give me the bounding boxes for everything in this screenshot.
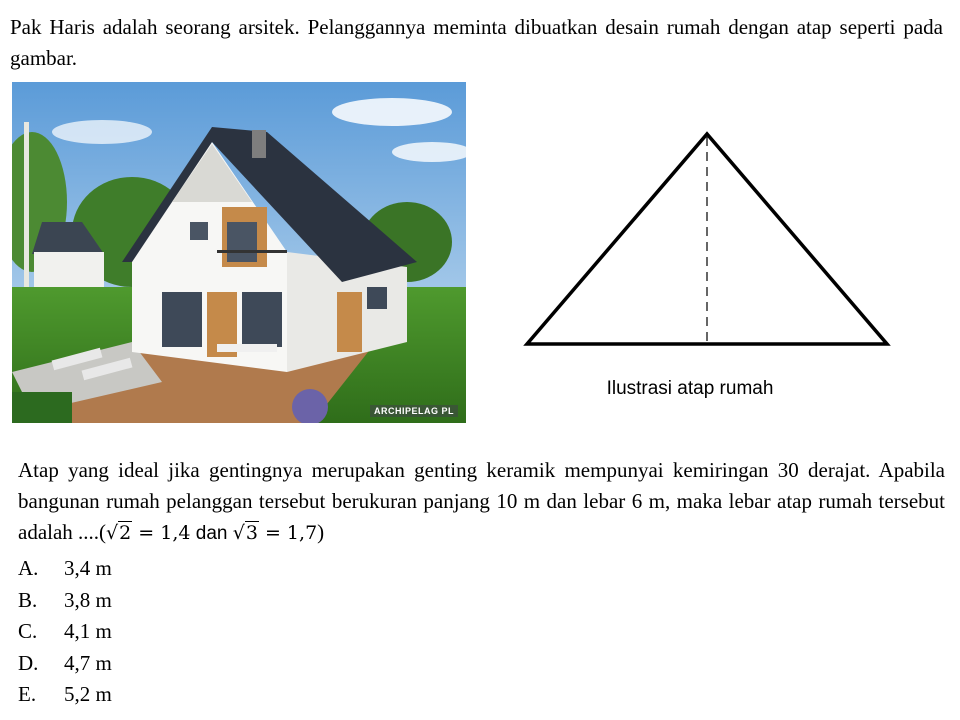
option-letter: C. [18, 619, 38, 643]
question-text: Atap yang ideal jika gentingnya merupakan genting keramik mempunyai kemiringan 30 derajat. Apabila bangunan rumah pelanggan tersebut berukuran panjang 10 m dan lebar 6 m, maka lebar atap rumah tersebut adalah ....( [18, 458, 945, 544]
roof-triangle-diagram [520, 125, 900, 355]
option-text: 4,1 m [64, 619, 112, 643]
neighbour-house [34, 252, 104, 287]
patio-table [217, 344, 277, 352]
ground-window [242, 292, 282, 347]
option-letter: B. [18, 587, 38, 612]
sqrt2-expression [106, 521, 190, 544]
sqrt3-radicand: 3 [245, 522, 258, 544]
option-letter: D. [18, 650, 39, 675]
sqrt2-value: = 1,4 [132, 522, 191, 544]
photo-watermark: ARCHIPELAG PL [370, 405, 458, 417]
sqrt-symbol: √ [232, 522, 245, 544]
option-e[interactable] [18, 679, 112, 711]
option-text: 3,8 m [64, 587, 112, 612]
hedge [12, 392, 72, 423]
house-illustration [12, 82, 466, 423]
roof-triangle [527, 134, 887, 344]
cloud [332, 98, 452, 126]
ground-window [162, 292, 202, 347]
option-b[interactable] [18, 585, 112, 617]
option-text: 4,7 m [64, 650, 112, 675]
diagram-caption: Ilustrasi atap rumah [606, 378, 774, 399]
house-photo [12, 82, 466, 423]
option-d[interactable] [18, 648, 112, 680]
sqrt-symbol: √ [106, 522, 119, 544]
option-letter: E. [18, 682, 37, 706]
balcony-window [227, 222, 257, 262]
option-text: 3,4 m [64, 556, 112, 580]
chimney [252, 130, 266, 158]
option-a[interactable] [18, 553, 112, 585]
conjunction-dan: dan [190, 523, 233, 544]
closing-paren: ) [317, 520, 325, 544]
option-letter: A. [18, 556, 39, 580]
sqrt3-expression [233, 521, 317, 544]
balcony-rail [217, 250, 287, 253]
wood-cladding [337, 292, 362, 352]
option-c[interactable] [18, 616, 112, 648]
answer-options [18, 553, 112, 711]
sqrt3-value: = 1,7 [258, 522, 318, 544]
question-paragraph [18, 455, 945, 549]
small-window [190, 222, 208, 240]
option-text: 5,2 m [64, 682, 112, 706]
sqrt2-radicand: 2 [119, 522, 132, 544]
side-window [367, 287, 387, 309]
intro-paragraph: Pak Haris adalah seorang arsitek. Pelanggannya meminta dibuatkan desain rumah dengan atap seperti pada gambar. [10, 15, 943, 70]
cloud [52, 120, 152, 144]
